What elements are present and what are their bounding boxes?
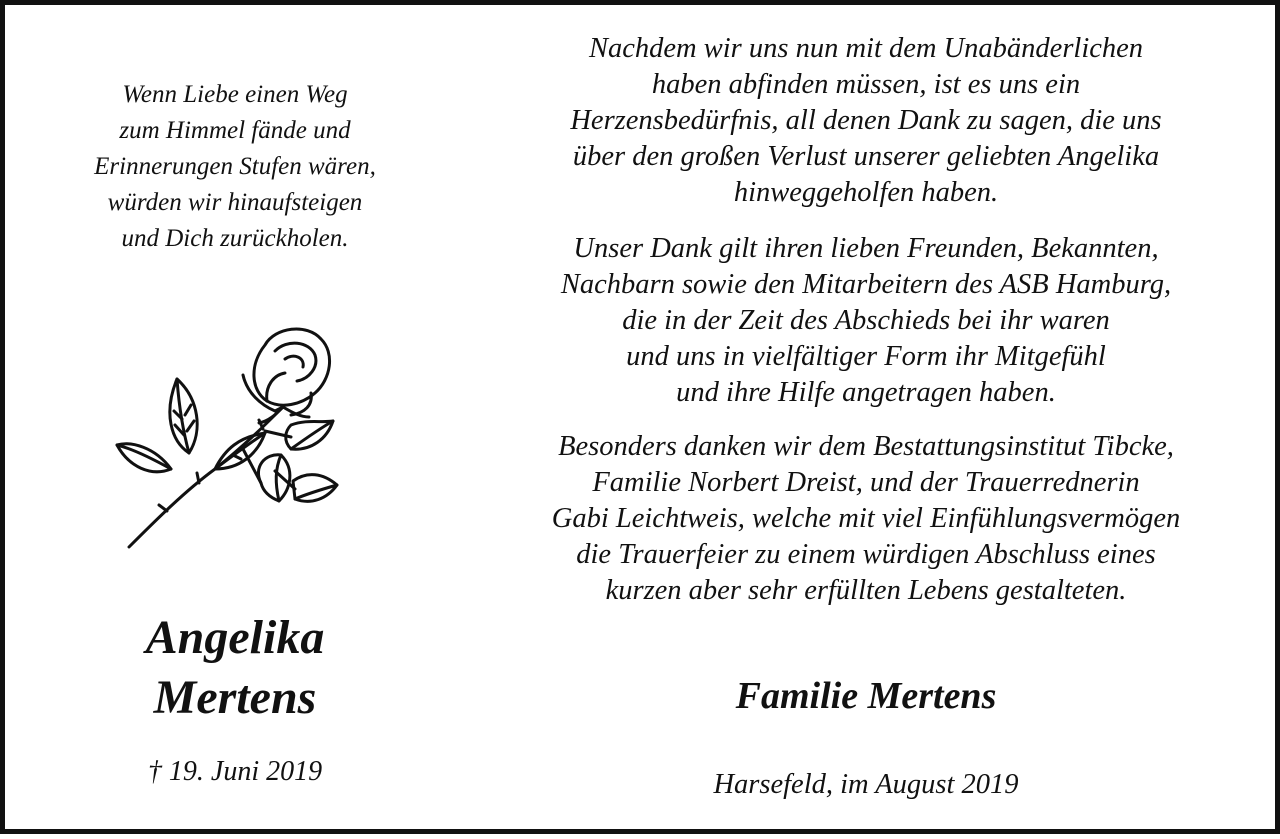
deceased-name — [15, 608, 455, 728]
thanks-paragraph-2 — [455, 231, 1277, 411]
rose-icon — [115, 321, 355, 561]
paragraph-line: Nachdem wir uns nun mit dem Unabänderlichen — [588, 33, 1144, 64]
paragraph-line: haben abfinden müssen, ist es uns ein — [651, 69, 1081, 100]
deceased-last-name: Mertens — [153, 671, 317, 724]
right-column — [455, 5, 1277, 839]
paragraph-line: und uns in vielfältiger Form ihr Mitgefühl — [626, 341, 1106, 372]
memorial-quote — [15, 77, 455, 257]
paragraph-line: Nachbarn sowie den Mitarbeitern des ASB Hamburg, — [560, 269, 1172, 300]
paragraph-line: Familie Norbert Dreist, und der Trauerrednerin — [592, 467, 1140, 498]
death-date: † 19. Juni 2019 — [147, 756, 323, 787]
paragraph-line: die Trauerfeier zu einem würdigen Abschluss eines — [576, 539, 1156, 570]
quote-line: würden wir hinaufsteigen — [107, 189, 363, 216]
paragraph-line: über den großen Verlust unserer geliebten Angelika — [572, 141, 1160, 172]
paragraph-line: Besonders danken wir dem Bestattungsinstitut Tibcke, — [558, 431, 1174, 462]
paragraph-line: kurzen aber sehr erfüllten Lebens gestalteten. — [605, 575, 1127, 606]
paragraph-line: Gabi Leichtweis, welche mit viel Einfühlungsvermögen — [551, 503, 1181, 534]
thanks-paragraph-3 — [455, 429, 1277, 609]
paragraph-line: Herzensbedürfnis, all denen Dank zu sagen, die uns — [570, 105, 1162, 136]
thanks-paragraph-1 — [455, 31, 1277, 211]
paragraph-line: und ihre Hilfe angetragen haben. — [676, 377, 1056, 408]
quote-line: und Dich zurückholen. — [121, 225, 349, 252]
quote-line: Wenn Liebe einen Weg — [122, 81, 348, 108]
paragraph-line: hinweggeholfen haben. — [733, 177, 999, 208]
quote-line: Erinnerungen Stufen wären, — [94, 153, 376, 180]
quote-line: zum Himmel fände und — [119, 117, 351, 144]
place-date: Harsefeld, im August 2019 — [713, 769, 1019, 800]
left-column — [15, 5, 455, 839]
family-signature: Familie Mertens — [735, 675, 997, 717]
paragraph-line: Unser Dank gilt ihren lieben Freunden, Bekannten, — [573, 233, 1159, 264]
deceased-first-name: Angelika — [145, 611, 325, 664]
paragraph-line: die in der Zeit des Abschieds bei ihr waren — [622, 305, 1110, 336]
